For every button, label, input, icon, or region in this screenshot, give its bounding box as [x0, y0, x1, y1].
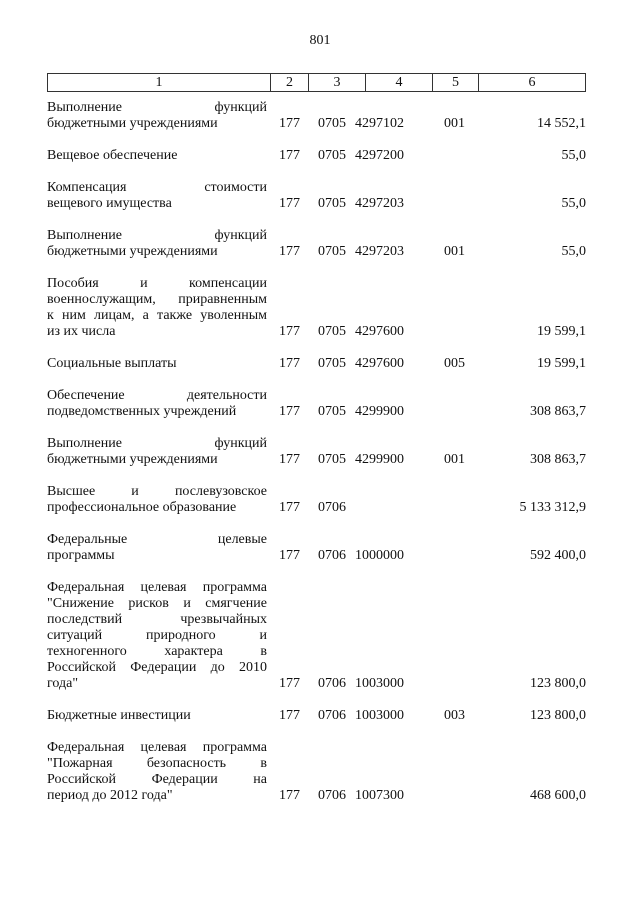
row-name-line: "Снижение рисков и смягчение	[47, 596, 267, 611]
row-name	[47, 532, 267, 564]
table-row	[47, 276, 586, 340]
column-header-3: 3	[309, 74, 366, 91]
row-target-code: 4297600	[355, 324, 404, 339]
budget-table-body	[47, 100, 586, 820]
row-ved-code: 177	[279, 356, 300, 371]
row-name	[47, 388, 267, 420]
row-ved-code: 177	[279, 548, 300, 563]
row-ved-code: 177	[279, 708, 300, 723]
row-target-code: 4297102	[355, 116, 404, 131]
row-name-line: ситуаций природного и	[47, 628, 267, 643]
row-name-line: военнослужащим, приравненным	[47, 292, 267, 307]
row-expense-type: 005	[444, 356, 465, 371]
column-header-row	[47, 73, 586, 92]
row-target-code: 4297200	[355, 148, 404, 163]
row-name-line: из их числа	[47, 324, 116, 339]
row-expense-type: 001	[444, 116, 465, 131]
row-amount: 19 599,1	[537, 324, 586, 339]
table-row	[47, 740, 586, 804]
row-ved-code: 177	[279, 196, 300, 211]
row-name-line: техногенного характера в	[47, 644, 267, 659]
row-ved-code: 177	[279, 324, 300, 339]
table-row	[47, 580, 586, 692]
row-name	[47, 148, 267, 164]
row-ved-code: 177	[279, 116, 300, 131]
row-target-code: 4297203	[355, 196, 404, 211]
row-name-line: Выполнение функций	[47, 436, 267, 451]
row-name-line: вещевого имущества	[47, 196, 172, 211]
row-name-line: программы	[47, 548, 115, 563]
row-name-line: Компенсация стоимости	[47, 180, 267, 195]
row-name-line: последствий чрезвычайных	[47, 612, 267, 627]
row-ved-code: 177	[279, 148, 300, 163]
row-section-code: 0706	[318, 500, 346, 515]
row-section-code: 0705	[318, 404, 346, 419]
table-row	[47, 436, 586, 468]
table-row	[47, 180, 586, 212]
row-target-code: 4299900	[355, 404, 404, 419]
row-target-code: 1007300	[355, 788, 404, 803]
row-name	[47, 436, 267, 468]
row-name-line: период до 2012 года"	[47, 788, 173, 803]
row-ved-code: 177	[279, 244, 300, 259]
row-ved-code: 177	[279, 404, 300, 419]
row-amount: 55,0	[561, 244, 586, 259]
row-expense-type: 003	[444, 708, 465, 723]
row-name-line: профессиональное образование	[47, 500, 237, 515]
table-row	[47, 356, 586, 372]
row-target-code: 4299900	[355, 452, 404, 467]
row-name	[47, 100, 267, 132]
row-amount: 308 863,7	[530, 404, 586, 419]
row-section-code: 0705	[318, 324, 346, 339]
row-name-line: к ним лицам, а также уволенным	[47, 308, 267, 323]
row-name-line: Пособия и компенсации	[47, 276, 267, 291]
page-number: 801	[309, 33, 331, 48]
row-target-code: 4297600	[355, 356, 404, 371]
row-name-line: Российской Федерации на	[47, 772, 267, 787]
row-name-line: Высшее и послевузовское	[47, 484, 267, 499]
column-header-4: 4	[366, 74, 433, 91]
row-target-code: 4297203	[355, 244, 404, 259]
row-amount: 468 600,0	[530, 788, 586, 803]
table-row	[47, 532, 586, 564]
row-section-code: 0705	[318, 356, 346, 371]
table-row	[47, 100, 586, 132]
row-section-code: 0705	[318, 196, 346, 211]
row-amount: 55,0	[561, 148, 586, 163]
row-amount: 19 599,1	[537, 356, 586, 371]
row-ved-code: 177	[279, 452, 300, 467]
row-name-line: Выполнение функций	[47, 228, 267, 243]
row-name-line: подведомственных учреждений	[47, 404, 237, 419]
row-name	[47, 276, 267, 340]
row-name	[47, 708, 267, 724]
row-target-code: 1003000	[355, 676, 404, 691]
row-name-line: бюджетными учреждениями	[47, 452, 218, 467]
row-amount: 123 800,0	[530, 676, 586, 691]
row-amount: 123 800,0	[530, 708, 586, 723]
row-expense-type: 001	[444, 244, 465, 259]
row-name	[47, 180, 267, 212]
row-name	[47, 228, 267, 260]
row-name-line: "Пожарная безопасность в	[47, 756, 267, 771]
row-amount: 14 552,1	[537, 116, 586, 131]
row-section-code: 0706	[318, 548, 346, 563]
row-section-code: 0706	[318, 788, 346, 803]
row-ved-code: 177	[279, 676, 300, 691]
row-name-line: Вещевое обеспечение	[47, 148, 178, 163]
row-section-code: 0705	[318, 452, 346, 467]
row-ved-code: 177	[279, 788, 300, 803]
row-section-code: 0706	[318, 708, 346, 723]
row-amount: 55,0	[561, 196, 586, 211]
table-row	[47, 228, 586, 260]
table-row	[47, 484, 586, 516]
row-target-code: 1003000	[355, 708, 404, 723]
row-name-line: бюджетными учреждениями	[47, 116, 218, 131]
table-row	[47, 708, 586, 724]
row-section-code: 0706	[318, 676, 346, 691]
column-header-2: 2	[271, 74, 309, 91]
row-target-code: 1000000	[355, 548, 404, 563]
row-amount: 308 863,7	[530, 452, 586, 467]
row-section-code: 0705	[318, 148, 346, 163]
row-expense-type: 001	[444, 452, 465, 467]
table-row	[47, 388, 586, 420]
row-name-line: Федеральная целевая программа	[47, 740, 267, 755]
row-name-line: Выполнение функций	[47, 100, 267, 115]
row-name	[47, 740, 267, 804]
row-name-line: Федеральные целевые	[47, 532, 267, 547]
row-section-code: 0705	[318, 116, 346, 131]
table-row	[47, 148, 586, 164]
row-name-line: Бюджетные инвестиции	[47, 708, 191, 723]
row-name-line: бюджетными учреждениями	[47, 244, 218, 259]
column-header-6: 6	[528, 75, 536, 90]
row-section-code: 0705	[318, 244, 346, 259]
row-name-line: года"	[47, 676, 79, 691]
column-header-5: 5	[433, 74, 479, 91]
row-name	[47, 356, 267, 372]
row-amount: 5 133 312,9	[519, 500, 586, 515]
row-name	[47, 484, 267, 516]
row-ved-code: 177	[279, 500, 300, 515]
column-header-1: 1	[48, 74, 271, 91]
row-amount: 592 400,0	[530, 548, 586, 563]
row-name-line: Федеральная целевая программа	[47, 580, 267, 595]
row-name-line: Обеспечение деятельности	[47, 388, 267, 403]
row-name	[47, 580, 267, 692]
row-name-line: Социальные выплаты	[47, 356, 177, 371]
row-name-line: Российской Федерации до 2010	[47, 660, 267, 675]
